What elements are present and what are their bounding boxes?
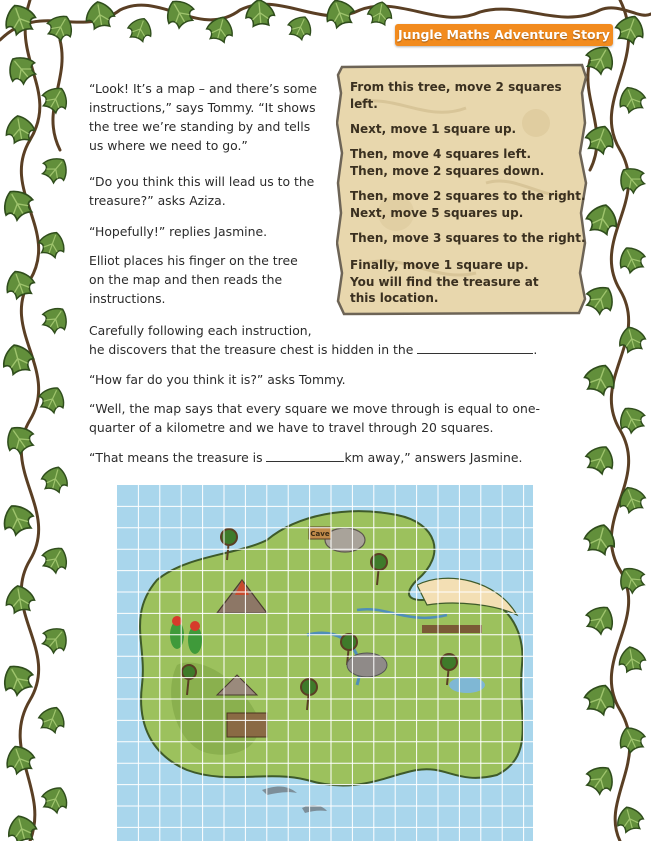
text-line: Carefully following each instruction, xyxy=(89,323,312,338)
text-line: he discovers that the treasure chest is hidden in the xyxy=(89,342,414,357)
text-line: “Do you think this will lead us to the xyxy=(89,174,315,189)
instruction-4 xyxy=(350,188,586,221)
text-line: . xyxy=(533,342,538,357)
instruction-line: Finally, move 1 square up. xyxy=(350,258,529,272)
story-paragraph-8 xyxy=(89,448,522,467)
instruction-line: From this tree, move 2 squares xyxy=(350,80,562,94)
text-line: Elliot places his finger on the tree xyxy=(89,253,298,268)
text-line: “Hopefully!” replies Jasmine. xyxy=(89,224,268,239)
story-paragraph-1 xyxy=(89,79,317,155)
page-title-banner: Jungle Maths Adventure Story xyxy=(395,24,613,46)
instruction-line: You will find the treasure at xyxy=(350,274,539,289)
instruction-line: Then, move 2 squares to the right. xyxy=(350,189,586,203)
instruction-line: Then, move 4 squares left. xyxy=(350,147,532,161)
story-paragraph-3 xyxy=(89,222,267,241)
instruction-line: Next, move 1 square up. xyxy=(350,122,517,136)
instruction-line: Then, move 3 squares to the right. xyxy=(350,231,586,245)
bridge xyxy=(422,625,482,633)
instruction-6 xyxy=(350,257,539,307)
instruction-1 xyxy=(350,79,562,112)
text-line: instructions. xyxy=(89,291,166,306)
story-paragraph-5 xyxy=(89,321,537,359)
text-line: “That means the treasure is xyxy=(89,450,263,465)
instruction-3 xyxy=(350,146,544,179)
answer-blank-location[interactable] xyxy=(417,341,533,354)
text-line: the tree we’re standing by and tells xyxy=(89,119,311,134)
instruction-line: Next, move 5 squares up. xyxy=(350,205,524,220)
instruction-2 xyxy=(350,121,516,138)
text-line: treasure?” asks Aziza. xyxy=(89,193,226,208)
text-line: quarter of a kilometre and we have to travel through 20 squares. xyxy=(89,420,494,435)
instruction-line: left. xyxy=(350,96,378,111)
instruction-5 xyxy=(350,230,586,247)
instruction-line: this location. xyxy=(350,291,439,305)
instruction-line: Then, move 2 squares down. xyxy=(350,163,545,178)
story-paragraph-2 xyxy=(89,172,314,210)
story-paragraph-7 xyxy=(89,399,540,437)
text-line: on the map and then reads the xyxy=(89,272,283,287)
text-line: km away,” answers Jasmine. xyxy=(344,450,523,465)
text-line: “Look! It’s a map – and there’s some xyxy=(89,81,318,96)
treasure-map xyxy=(117,485,533,841)
story-paragraph-4 xyxy=(89,251,298,308)
temple-ruins xyxy=(227,713,267,737)
text-line: us where we need to go.” xyxy=(89,138,248,153)
text-line: “Well, the map says that every square we move through is equal to one- xyxy=(89,401,540,416)
cave-label: Cave xyxy=(310,530,330,538)
answer-blank-distance[interactable] xyxy=(266,449,344,462)
text-line: “How far do you think it is?” asks Tommy. xyxy=(89,372,346,387)
pond xyxy=(449,677,485,693)
text-line: instructions,” says Tommy. “It shows xyxy=(89,100,316,115)
story-paragraph-6 xyxy=(89,370,346,389)
